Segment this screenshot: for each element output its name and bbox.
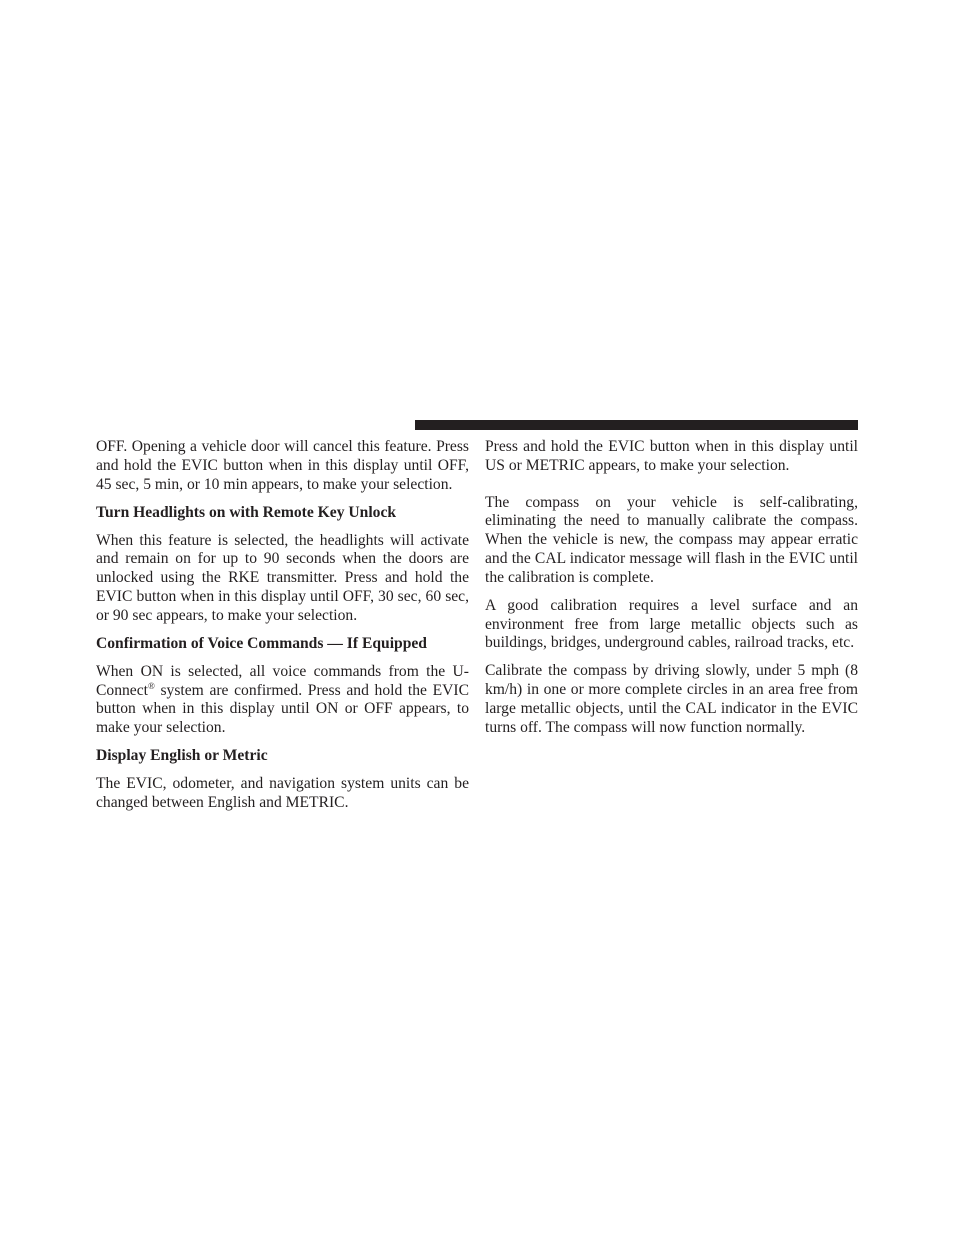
- heading-voice-confirmation: Confirmation of Voice Commands — If Equipped: [96, 634, 427, 652]
- right-column: [485, 438, 858, 747]
- heading-headlights-remote-unlock: Turn Headlights on with Remote Key Unlock: [96, 503, 397, 521]
- paragraph-voice-confirmation: [96, 663, 469, 738]
- section-header-bar: [415, 420, 858, 430]
- heading-english-metric: Display English or Metric: [96, 747, 268, 765]
- paragraph-compass-calibration-requirements: A good calibration requires a level surface and an environment free from large metallic objects such as buildings, bridges, underground cables, railroad tracks, etc.: [485, 596, 858, 652]
- paragraph-english-metric: The EVIC, odometer, and navigation system units can be changed between English and METRIC.: [96, 775, 469, 811]
- paragraph-compass-self-calibrating: The compass on your vehicle is self-calibrating, eliminating the need to manually calibrate the compass. When the vehicle is new, the compass may appear erratic and the CAL indicator message will flash in the EVIC until the calibration is complete.: [485, 493, 858, 586]
- voice-text-part-1: When ON is selected, all voice commands from the U-Connect: [96, 662, 469, 699]
- paragraph-headlights-remote-unlock: When this feature is selected, the headlights will activate and remain on for up to 90 seconds when the doors are unlocked using the RKE transmitter. Press and hold the EVIC button when in this display until OFF, 30 sec, 60 sec, or 90 sec appears, to make your selection.: [96, 531, 469, 624]
- left-column: [96, 438, 469, 813]
- registered-mark: ®: [147, 680, 155, 691]
- paragraph-compass-calibration-procedure: Calibrate the compass by driving slowly, under 5 mph (8 km/h) in one or more complete circles in an area free from large metallic objects, until the CAL indicator in the EVIC turns off. The compass will now function normally.: [485, 662, 858, 736]
- paragraph-off-delay: OFF. Opening a vehicle door will cancel this feature. Press and hold the EVIC button when in this display until OFF, 45 sec, 5 min, or 10 min appears, to make your selection.: [96, 438, 469, 493]
- paragraph-units-selection: Press and hold the EVIC button when in this display until US or METRIC appears, to make your selection.: [485, 438, 858, 474]
- voice-text-part-2: system are confirmed. Press and hold the EVIC button when in this display until ON or OFF appears, to make your selection.: [96, 681, 469, 737]
